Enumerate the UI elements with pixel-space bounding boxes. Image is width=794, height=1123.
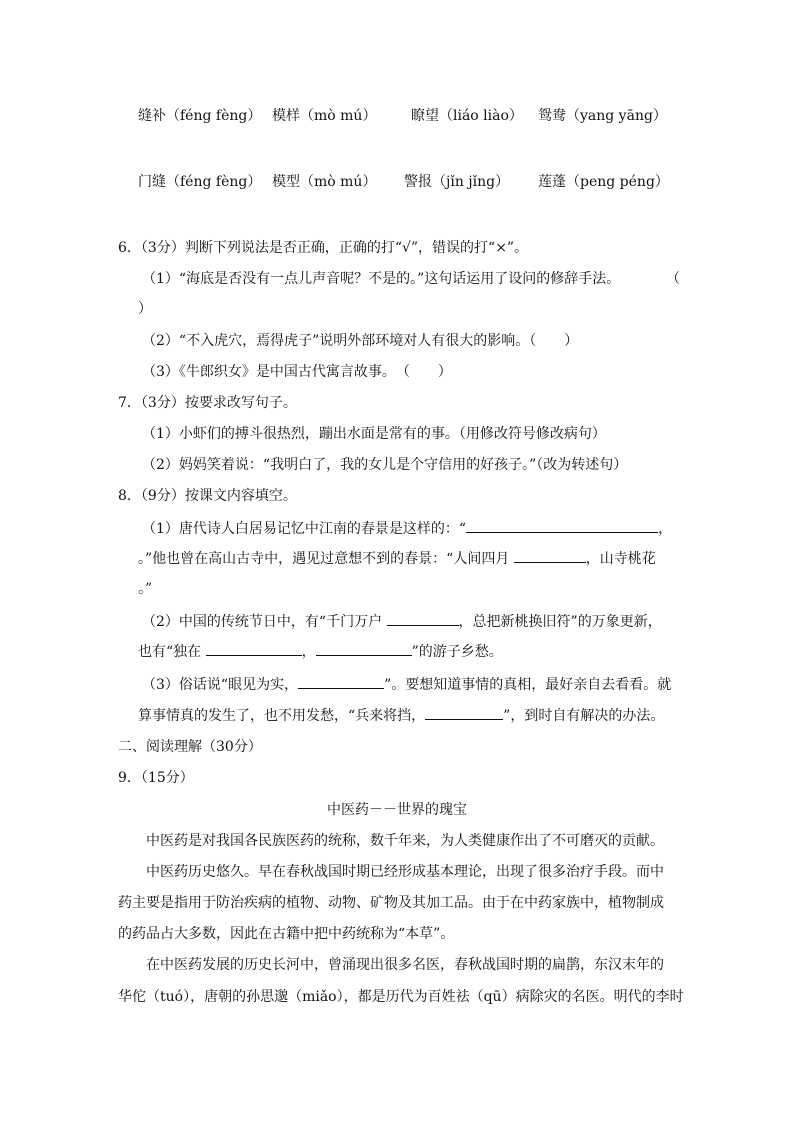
text: 算事情真的发生了，也不用发愁，“兵来将挡， [138,708,426,724]
article-paragraph-2-line-2: 药主要是指用于防治疾病的植物、动物、矿物及其加工品。由于在中药家族中，植物制成 [118,895,664,911]
fill-blank[interactable] [206,641,302,656]
question-8-item-3-line-1 [142,674,671,694]
article-paragraph-3-line-1: 在中医药发展的历史长河中，曾涌现出很多名医，春秋战国时期的扁鹊，东汉末年的 [146,957,664,973]
question-8-item-1-line-3: 。” [138,581,153,597]
question-6-statement-2: （2）“不入虎穴，焉得虎子”说明外部环境对人有很大的影响。（ ） [142,333,579,349]
question-7-heading: 7．（3分）按要求改写句子。 [118,395,297,411]
fill-blank[interactable] [298,674,384,689]
question-9-heading: 9．（15分） [118,770,194,786]
text: ， [301,644,316,660]
question-6-statement-3: （3）《牛郎织女》是中国古代寓言故事。 （ ） [142,364,452,380]
question-6-statement-1: （1）“海底是否没有一点儿声音呢？不是的。”这句话运用了设问的修辞手法。 [142,271,621,287]
text: ， [658,521,673,537]
fill-blank[interactable] [466,518,658,533]
article-paragraph-2-line-3: 的药品占大多数，因此在古籍中把中药统称为“本草”。 [118,926,455,942]
answer-bracket-open: （ [666,271,680,287]
pinyin-item: 瞭望（liáo liào） [411,108,523,124]
question-7-item-1: （1）小虾们的搏斗很热烈，蹦出水面是常有的事。（用修改符号修改病句） [142,426,606,442]
text: （3）俗话说“眼见为实， [142,677,299,693]
article-paragraph-1: 中医药是对我国各民族医药的统称，数千年来，为人类健康作出了不可磨灭的贡献。 [146,833,664,849]
question-8-item-1-line-1 [142,518,672,538]
text: ，总把新桃换旧符”的万象更新， [458,614,662,630]
text: ”的游子乡愁。 [411,644,503,660]
question-8-heading: 8．（9分）按课文内容填空。 [118,488,297,504]
question-8-item-3-line-2 [138,705,664,725]
answer-bracket-close: ） [138,301,152,317]
text: （2）中国的传统节日中，有“千门万户 [142,614,383,630]
text: ”，到时自有解决的办法。 [503,708,665,724]
question-8-item-1-line-2 [138,548,656,568]
pinyin-item: 模型（mò mú） [272,174,377,190]
text: ”。要想知道事情的真相，最好亲自去看看。就 [384,677,672,693]
article-paragraph-2-line-1: 中医药历史悠久。早在春秋战国时期已经形成基本理论，出现了很多治疗手段。而中 [146,864,664,880]
pinyin-item: 警报（jǐn jǐng） [404,174,510,190]
section-heading: 二、阅读理解（30分） [118,739,262,755]
text: （1）唐代诗人白居易记忆中江南的春景是这样的：“ [142,521,467,537]
pinyin-item: 鸳鸯（yang yāng） [538,108,667,124]
fill-blank[interactable] [514,548,586,563]
fill-blank[interactable] [316,641,412,656]
fill-blank[interactable] [387,611,459,626]
pinyin-item: 缝补（féng fèng） [138,108,262,124]
text: ，山寺桃花 [585,551,656,567]
article-paragraph-3-line-2: 华佗（tuó），唐朝的孙思邈（miǎo），都是历代为百姓祛（qū）病除灾的名医。明代的李时 [118,989,684,1005]
pinyin-item: 模样（mò mú） [272,108,377,124]
text: 也有“独在 [138,644,202,660]
question-6-heading: 6．（3分）判断下列说法是否正确，正确的打“√”，错误的打“×”。 [118,240,529,256]
question-8-item-2-line-1 [142,611,662,631]
question-7-item-2: （2）妈妈笑着说：“我明白了，我的女儿是个守信用的好孩子。”（改为转述句） [142,457,628,473]
text: 。”他也曾在高山古寺中，遇见过意想不到的春景：“人间四月 [138,551,510,567]
pinyin-item: 门缝（féng fèng） [138,174,262,190]
article-title: 中医药－－世界的瑰宝 [327,802,467,818]
fill-blank[interactable] [425,705,503,720]
question-8-item-2-line-2 [138,641,503,661]
pinyin-item: 莲蓬（peng péng） [538,174,669,190]
